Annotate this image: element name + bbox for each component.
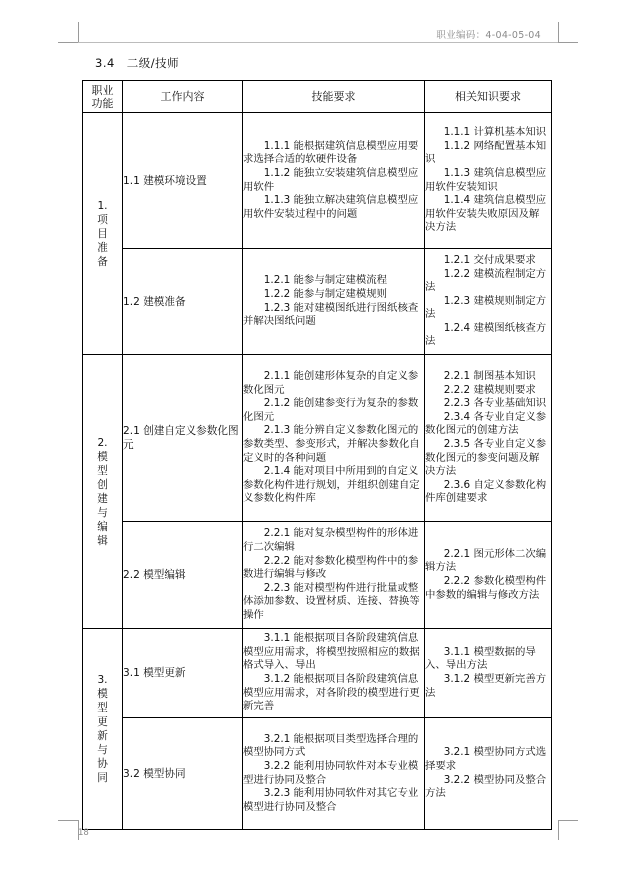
function-label-char: 3. — [97, 674, 108, 686]
knowledge-item: 2.2.3 各专业基础知识 — [443, 397, 547, 410]
skill-item: 2.1.1 能创建形体复杂的自定义参数化图元 — [243, 370, 419, 396]
knowledge-item: 1.1.3 建筑信息模型应用软件安装知识 — [425, 166, 547, 193]
skill-requirements-cell — [243, 355, 425, 522]
table-row — [83, 522, 552, 629]
skill-item: 1.1.2 能独立安装建筑信息模型应用软件 — [243, 166, 419, 193]
skill-item: 3.1.1 能根据项目各阶段建筑信息模型应用需求，将模型按照相应的数据格式导入、导出 — [243, 632, 420, 672]
knowledge-item: 3.1.2 模型更新完善方法 — [425, 673, 547, 699]
knowledge-requirements-cell — [425, 522, 552, 629]
skill-item: 2.1.2 能创建参变行为复杂的参数化图元 — [243, 397, 419, 423]
function-cell — [83, 113, 123, 355]
function-label-char: 备 — [97, 255, 108, 268]
header-rule — [78, 42, 558, 43]
skill-requirements-cell — [243, 718, 425, 830]
skill-requirements-cell — [243, 522, 425, 629]
section-number: 3.4 — [95, 56, 115, 70]
table-header-row — [83, 81, 552, 113]
skill-item: 1.2.3 能对建模图纸进行图纸核查并解决图纸问题 — [243, 301, 419, 328]
work-content-cell: 2.2 模型编辑 — [123, 522, 243, 629]
occupation-code: 职业编码：4-04-05-04 — [436, 30, 541, 41]
page-number: 18 — [78, 828, 89, 838]
skill-item: 2.2.3 能对模型构件进行批量或整体添加参数、设置材质、连接、替换等操作 — [243, 581, 420, 621]
knowledge-requirements-cell — [425, 249, 552, 355]
function-label-char: 模 — [97, 450, 108, 463]
function-label-char: 准 — [97, 241, 108, 254]
crop-mark-bottom-right-h — [558, 820, 578, 821]
function-label-char: 型 — [97, 464, 108, 477]
function-label-char: 模 — [97, 688, 108, 700]
function-cell — [83, 355, 123, 629]
skill-item: 1.2.2 能参与制定建模规则 — [263, 287, 388, 300]
knowledge-requirements-cell — [425, 629, 552, 718]
skills-table — [82, 80, 552, 830]
skill-item: 2.2.2 能对参数化模型构件中的参数进行编辑与修改 — [243, 554, 419, 581]
knowledge-requirements-cell — [425, 355, 552, 522]
skill-item: 1.1.3 能独立解决建筑信息模型应用软件安装过程中的问题 — [243, 194, 419, 220]
function-label-char: 目 — [97, 227, 108, 240]
work-content-cell: 3.2 模型协同 — [123, 718, 243, 830]
section-heading: 二级/技师 — [126, 56, 180, 70]
skill-item: 3.1.2 能根据项目各阶段建筑信息模型应用需求，对各阶段的模型进行更新完善 — [243, 673, 420, 713]
function-label-char: 项 — [97, 213, 108, 226]
skill-item: 1.1.1 能根据建筑信息模型应用要求选择合适的软硬件设备 — [243, 139, 419, 166]
crop-mark-top-right-v — [558, 22, 559, 42]
column-header-function: 职业 功能 — [83, 81, 123, 113]
knowledge-requirements-cell — [425, 113, 552, 249]
section-title — [95, 55, 179, 71]
crop-mark-bottom-right-v — [558, 820, 559, 840]
knowledge-item: 2.3.5 各专业自定义参数化图元的参变问题及解决方法 — [425, 438, 547, 478]
knowledge-item: 2.2.1 图元形体二次编辑方法 — [425, 547, 547, 574]
function-label-char: 建 — [97, 492, 108, 505]
knowledge-item: 1.2.1 交付成果要求 — [443, 253, 536, 266]
knowledge-item: 1.1.4 建筑信息模型应用软件安装失败原因及解决方法 — [425, 194, 547, 234]
skill-requirements-cell — [243, 249, 425, 355]
table-row — [83, 718, 552, 830]
knowledge-item: 3.2.2 模型协同及整合方法 — [425, 773, 547, 800]
function-cell — [83, 629, 123, 830]
knowledge-item: 2.2.2 参数化模型构件中参数的编辑与修改方法 — [425, 575, 547, 601]
function-label-char: 辑 — [97, 534, 108, 547]
function-label-char: 2. — [97, 436, 108, 449]
table-row — [83, 355, 552, 522]
work-content-cell: 1.2 建模准备 — [123, 249, 243, 355]
function-label-char: 协 — [97, 758, 108, 770]
function-label-char: 更 — [97, 716, 108, 728]
table-body — [83, 113, 552, 830]
skill-item: 2.2.1 能对复杂模型构件的形体进行二次编辑 — [243, 527, 419, 554]
crop-mark-bottom-left-h — [58, 820, 78, 821]
skill-requirements-cell — [243, 629, 425, 718]
column-header-skills: 技能要求 — [243, 81, 425, 113]
skill-item: 3.2.1 能根据项目类型选择合理的模型协同方式 — [243, 732, 419, 759]
function-label-char: 型 — [97, 702, 108, 714]
skill-requirements-cell — [243, 113, 425, 249]
skill-item: 3.2.2 能利用协同软件对本专业模型进行协同及整合 — [243, 759, 419, 786]
function-label-char: 编 — [97, 520, 108, 533]
column-header-work: 工作内容 — [123, 81, 243, 113]
table-row — [83, 629, 552, 718]
knowledge-item: 1.1.2 网络配置基本知识 — [425, 139, 547, 166]
crop-mark-top-left-v — [78, 22, 79, 42]
knowledge-item: 1.1.1 计算机基本知识 — [443, 126, 547, 139]
knowledge-item: 2.3.6 自定义参数化构件库创建要求 — [425, 478, 547, 505]
function-label-char: 创 — [97, 478, 108, 491]
skill-item: 2.1.4 能对项目中所用到的自定义参数化构件进行规划，并组织创建自定义参数化构件库 — [243, 465, 420, 505]
knowledge-item: 2.3.4 各专业自定义参数化图元的创建方法 — [425, 410, 547, 437]
function-label-char: 与 — [97, 506, 108, 519]
crop-mark-top-left-h — [58, 42, 78, 43]
crop-mark-top-right-h — [558, 42, 578, 43]
function-label-char: 与 — [97, 744, 108, 756]
knowledge-item: 1.2.2 建模流程制定方法 — [425, 267, 547, 294]
skill-item: 1.2.1 能参与制定建模流程 — [263, 274, 388, 287]
column-header-knowledge: 相关知识要求 — [425, 81, 552, 113]
work-content-cell: 1.1 建模环境设置 — [123, 113, 243, 249]
function-label-char: 同 — [97, 772, 108, 784]
skill-item: 3.2.3 能利用协同软件对其它专业模型进行协同及整合 — [243, 787, 419, 813]
knowledge-item: 2.2.1 制图基本知识 — [443, 370, 536, 383]
knowledge-item: 2.2.2 建模规则要求 — [443, 383, 536, 396]
function-label-char: 新 — [97, 730, 108, 742]
knowledge-item: 1.2.4 建模图纸核查方法 — [425, 321, 547, 348]
work-content-cell: 3.1 模型更新 — [123, 629, 243, 718]
skill-item: 2.1.3 能分辨自定义参数化图元的参数类型、参变形式，并解决参数化自定义时的各种问题 — [243, 424, 420, 464]
knowledge-item: 3.1.1 模型数据的导入、导出方法 — [425, 645, 536, 672]
table-row — [83, 249, 552, 355]
knowledge-item: 1.2.3 建模规则制定方法 — [425, 294, 547, 321]
table-row — [83, 113, 552, 249]
knowledge-item: 3.2.1 模型协同方式选择要求 — [425, 746, 547, 772]
function-label-char: 1. — [97, 199, 108, 212]
work-content-cell: 2.1 创建自定义参数化图元 — [123, 355, 243, 522]
knowledge-requirements-cell — [425, 718, 552, 830]
